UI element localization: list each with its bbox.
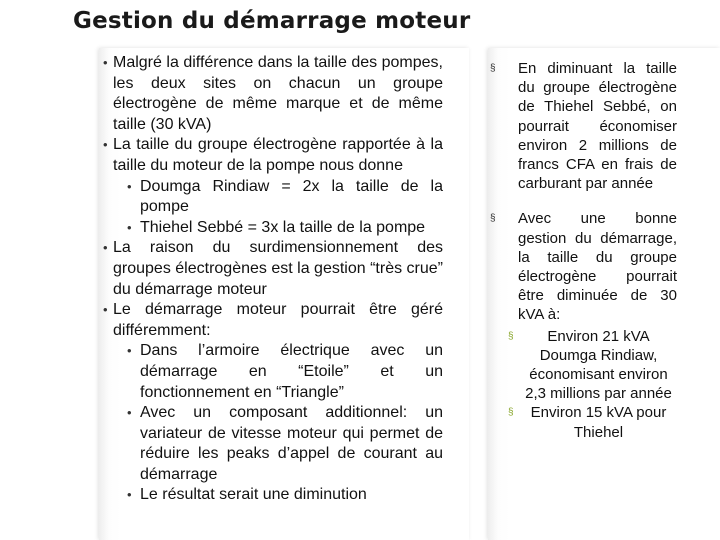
right-subitem-text: Environ 15 kVA pour Thiehel bbox=[530, 404, 667, 441]
section-bullet-icon: § bbox=[490, 63, 496, 74]
bullet-dot: • bbox=[127, 487, 132, 503]
right-item-2 bbox=[490, 209, 677, 441]
green-section-bullet-icon: § bbox=[508, 330, 514, 342]
left-item-3 bbox=[103, 238, 443, 300]
right-text-panel bbox=[488, 48, 720, 540]
slide-title: Gestion du démarrage moteur bbox=[73, 8, 471, 34]
bullet-dot: • bbox=[103, 137, 108, 153]
bullet-dot: • bbox=[127, 178, 132, 194]
right-bullet-list bbox=[490, 59, 677, 458]
left-subitem bbox=[127, 485, 443, 506]
left-subitem-text: Dans l’armoire électrique avec un démarrage en “Etoile” et un fonctionnement en “Triangle” bbox=[140, 342, 443, 401]
left-subitem-text: Doumga Rindiaw = 2x la taille de la pompe bbox=[140, 177, 443, 216]
left-item-1 bbox=[103, 53, 443, 135]
right-subitem bbox=[508, 403, 677, 441]
left-subitem-text: Thiehel Sebbé = 3x la taille de la pompe bbox=[140, 218, 426, 236]
left-item-text: La taille du groupe électrogène rapportée à la taille du moteur de la pompe nous donne bbox=[113, 136, 443, 174]
right-sublist bbox=[508, 327, 677, 442]
right-item-1 bbox=[490, 59, 677, 193]
bullet-dot: • bbox=[103, 55, 108, 70]
left-item-text: Le démarrage moteur pourrait être géré différemment: bbox=[113, 301, 443, 339]
left-subitem bbox=[127, 218, 443, 239]
section-bullet-icon: § bbox=[490, 213, 496, 225]
left-subitem bbox=[127, 403, 443, 485]
left-sublist bbox=[127, 177, 443, 239]
left-subitem-text: Avec un composant additionnel: un variateur de vitesse moteur qui permet de réduire les peaks d’appel de courant au démarrage bbox=[140, 404, 443, 483]
left-item-2 bbox=[103, 135, 443, 238]
bullet-dot: • bbox=[127, 405, 132, 421]
left-subitem bbox=[127, 341, 443, 403]
left-text-panel bbox=[99, 48, 469, 540]
bullet-dot: • bbox=[103, 240, 108, 256]
left-item-4 bbox=[103, 300, 443, 506]
bullet-dot: • bbox=[103, 302, 108, 318]
right-item-text: En diminuant la taille du groupe électrogène de Thiehel Sebbé, on pourrait économiser environ 2 millions de francs CFA en frais de carburant par année bbox=[518, 60, 677, 193]
green-section-bullet-icon: § bbox=[508, 407, 514, 419]
left-subitem bbox=[127, 177, 443, 218]
left-bullet-list bbox=[103, 53, 443, 506]
left-sublist bbox=[127, 341, 443, 506]
bullet-dot: • bbox=[127, 219, 132, 235]
right-subitem bbox=[508, 327, 677, 404]
left-subitem-text: Le résultat serait une diminution bbox=[140, 486, 367, 504]
right-item-text: Avec une bonne gestion du démarrage, la taille du groupe électrogène pourrait être diminuée de 30 kVA à: bbox=[518, 210, 677, 324]
left-item-text: Malgré la différence dans la taille des pompes, les deux sites on chacun un groupe électrogène de même marque et de même taille (30 kVA) bbox=[113, 54, 443, 133]
bullet-dot: • bbox=[127, 343, 132, 359]
right-subitem-text: Environ 21 kVA Doumga Rindiaw, économisant environ 2,3 millions par année bbox=[525, 327, 672, 403]
left-item-text: La raison du surdimensionnement des groupes électrogènes est la gestion “très crue” du démarrage moteur bbox=[113, 239, 443, 298]
